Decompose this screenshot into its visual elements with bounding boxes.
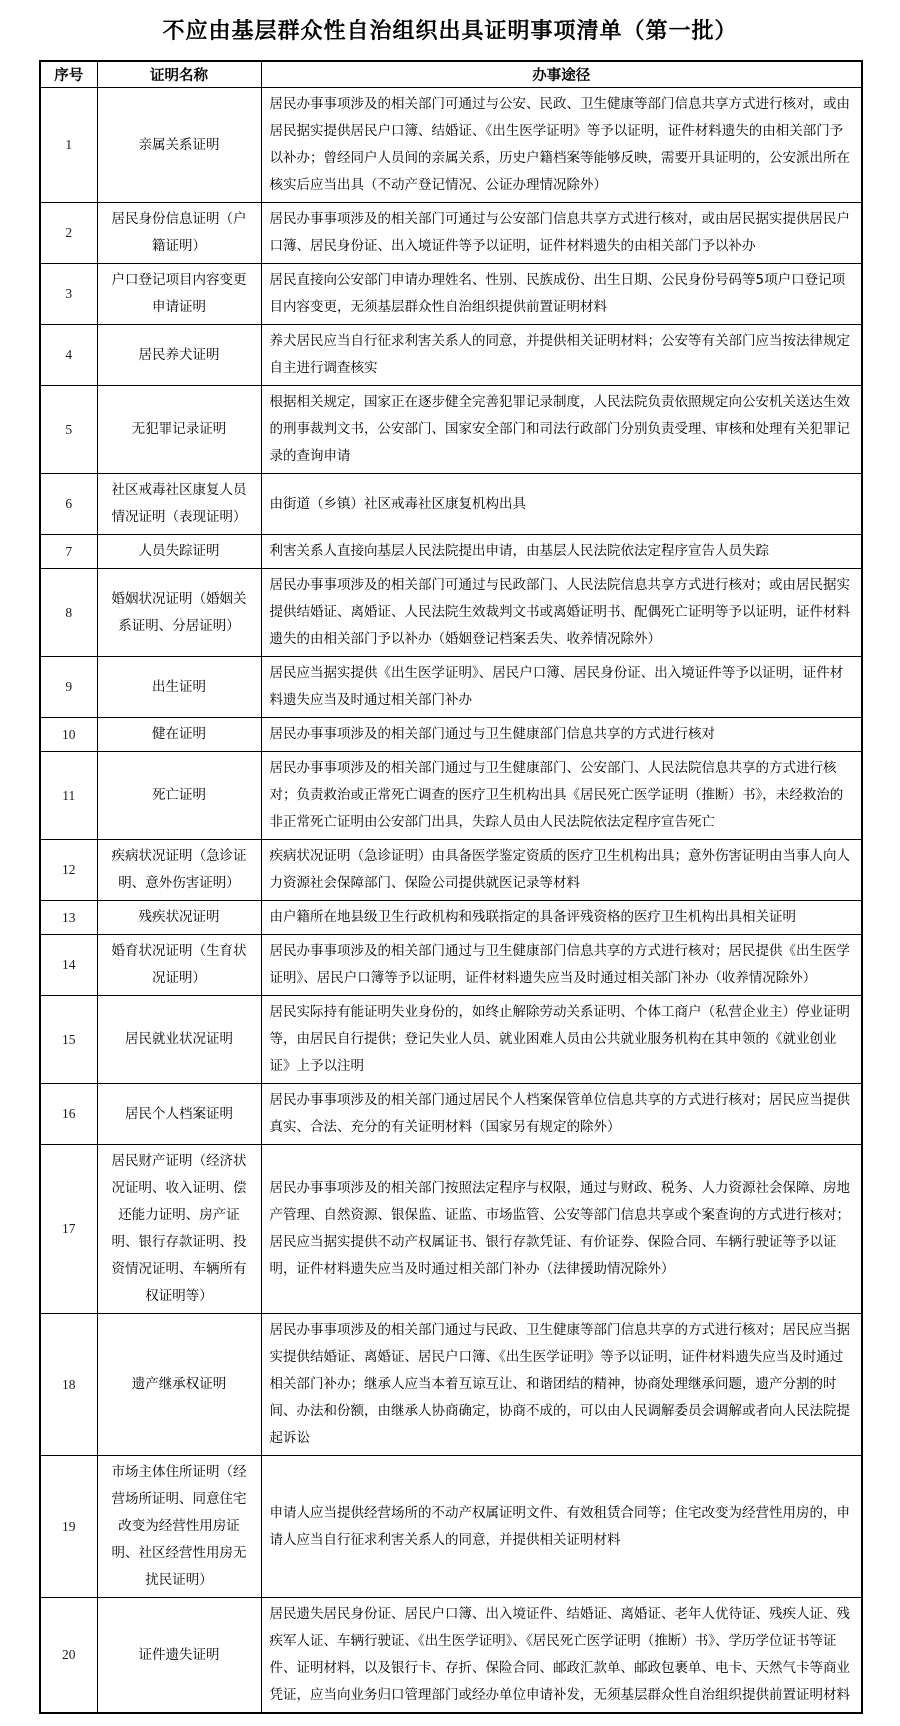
certificate-name-cell: 婚姻状况证明（婚姻关系证明、分居证明） bbox=[97, 569, 261, 657]
column-header-number: 序号 bbox=[40, 61, 97, 88]
certificate-name-cell: 居民身份信息证明（户籍证明） bbox=[97, 203, 261, 264]
table-row bbox=[40, 1314, 862, 1456]
certificate-name-cell: 无犯罪记录证明 bbox=[97, 386, 261, 474]
row-number-cell: 8 bbox=[40, 569, 97, 657]
certificate-name-cell: 社区戒毒社区康复人员情况证明（表现证明） bbox=[97, 474, 261, 535]
table-row bbox=[40, 569, 862, 657]
handling-method-cell: 居民办事事项涉及的相关部门按照法定程序与权限，通过与财政、税务、人力资源社会保障、房地产管理、自然资源、银保监、证监、市场监管、公安等部门信息共享或个案查询的方式进行核对；居民应当据实提供不动产权属证书、银行存款凭证、有价证券、保险合同、车辆行驶证等予以证明，证件材料遗失应当及时通过相关部门补办（法律援助情况除外） bbox=[261, 1145, 862, 1314]
table-row bbox=[40, 657, 862, 718]
row-number-cell: 15 bbox=[40, 996, 97, 1084]
table-row bbox=[40, 88, 862, 203]
table-row bbox=[40, 203, 862, 264]
row-number-cell: 16 bbox=[40, 1084, 97, 1145]
column-header-handling-method: 办事途径 bbox=[261, 61, 862, 88]
table-row bbox=[40, 264, 862, 325]
certificate-name-cell: 亲属关系证明 bbox=[97, 88, 261, 203]
handling-method-cell: 居民办事事项涉及的相关部门通过与卫生健康部门信息共享的方式进行核对；居民提供《出生医学证明》、居民户口簿等予以证明，证件材料遗失应当及时通过相关部门补办（收养情况除外） bbox=[261, 935, 862, 996]
handling-method-cell: 居民办事事项涉及的相关部门可通过与公安、民政、卫生健康等部门信息共享方式进行核对，或由居民据实提供居民户口簿、结婚证、《出生医学证明》等予以证明，证件材料遗失的由相关部门予以补办；曾经同户人员间的亲属关系，历史户籍档案等能够反映，需要开具证明的，公安派出所在核实后应当出具（不动产登记情况、公证办理情况除外） bbox=[261, 88, 862, 203]
table-row bbox=[40, 325, 862, 386]
table-row bbox=[40, 1084, 862, 1145]
table-row bbox=[40, 840, 862, 901]
table-row bbox=[40, 901, 862, 935]
handling-method-cell: 养犬居民应当自行征求利害关系人的同意，并提供相关证明材料；公安等有关部门应当按法律规定自主进行调查核实 bbox=[261, 325, 862, 386]
handling-method-cell: 居民实际持有能证明失业身份的，如终止解除劳动关系证明、个体工商户（私营企业主）停业证明等，由居民自行提供；登记失业人员、就业困难人员由公共就业服务机构在其申领的《就业创业证》上予以注明 bbox=[261, 996, 862, 1084]
row-number-cell: 1 bbox=[40, 88, 97, 203]
table-row bbox=[40, 1145, 862, 1314]
handling-method-cell: 居民办事事项涉及的相关部门通过与卫生健康部门、公安部门、人民法院信息共享的方式进行核对；负责救治或正常死亡调查的医疗卫生机构出具《居民死亡医学证明（推断）书》，未经救治的非正常死亡证明由公安部门出具，失踪人员由人民法院依法定程序宣告死亡 bbox=[261, 752, 862, 840]
handling-method-cell: 由户籍所在地县级卫生行政机构和残联指定的具备评残资格的医疗卫生机构出具相关证明 bbox=[261, 901, 862, 935]
row-number-cell: 14 bbox=[40, 935, 97, 996]
row-number-cell: 2 bbox=[40, 203, 97, 264]
certificate-name-cell: 死亡证明 bbox=[97, 752, 261, 840]
certificate-name-cell: 人员失踪证明 bbox=[97, 535, 261, 569]
row-number-cell: 13 bbox=[40, 901, 97, 935]
certificate-name-cell: 疾病状况证明（急诊证明、意外伤害证明） bbox=[97, 840, 261, 901]
row-number-cell: 7 bbox=[40, 535, 97, 569]
certificates-table bbox=[39, 60, 863, 1714]
table-row bbox=[40, 1598, 862, 1714]
row-number-cell: 17 bbox=[40, 1145, 97, 1314]
certificate-name-cell: 健在证明 bbox=[97, 718, 261, 752]
row-number-cell: 11 bbox=[40, 752, 97, 840]
row-number-cell: 5 bbox=[40, 386, 97, 474]
certificate-name-cell: 居民养犬证明 bbox=[97, 325, 261, 386]
certificate-name-cell: 居民财产证明（经济状况证明、收入证明、偿还能力证明、房产证明、银行存款证明、投资情况证明、车辆所有权证明等） bbox=[97, 1145, 261, 1314]
handling-method-cell: 居民遗失居民身份证、居民户口簿、出入境证件、结婚证、离婚证、老年人优待证、残疾人证、残疾军人证、车辆行驶证、《出生医学证明》、《居民死亡医学证明（推断）书》、学历学位证书等证件、证明材料，以及银行卡、存折、保险合同、邮政汇款单、邮政包裹单、电卡、天然气卡等商业凭证，应当向业务归口管理部门或经办单位申请补发，无须基层群众性自治组织提供前置证明材料 bbox=[261, 1598, 862, 1714]
row-number-cell: 9 bbox=[40, 657, 97, 718]
handling-method-cell: 疾病状况证明（急诊证明）由具备医学鉴定资质的医疗卫生机构出具；意外伤害证明由当事人向人力资源社会保障部门、保险公司提供就医记录等材料 bbox=[261, 840, 862, 901]
table-body bbox=[40, 88, 862, 1714]
table-row bbox=[40, 718, 862, 752]
table-row bbox=[40, 386, 862, 474]
handling-method-cell: 居民办事事项涉及的相关部门通过居民个人档案保管单位信息共享的方式进行核对；居民应当提供真实、合法、充分的有关证明材料（国家另有规定的除外） bbox=[261, 1084, 862, 1145]
handling-method-cell: 居民直接向公安部门申请办理姓名、性别、民族成份、出生日期、公民身份号码等5项户口登记项目内容变更，无须基层群众性自治组织提供前置证明材料 bbox=[261, 264, 862, 325]
certificate-name-cell: 居民个人档案证明 bbox=[97, 1084, 261, 1145]
handling-method-cell: 居民办事事项涉及的相关部门通过与卫生健康部门信息共享的方式进行核对 bbox=[261, 718, 862, 752]
certificate-name-cell: 出生证明 bbox=[97, 657, 261, 718]
handling-method-cell: 利害关系人直接向基层人民法院提出申请，由基层人民法院依法定程序宣告人员失踪 bbox=[261, 535, 862, 569]
table-row bbox=[40, 752, 862, 840]
handling-method-cell: 居民办事事项涉及的相关部门通过与民政、卫生健康等部门信息共享的方式进行核对；居民应当据实提供结婚证、离婚证、居民户口簿、《出生医学证明》等予以证明，证件材料遗失应当及时通过相关部门补办；继承人应当本着互谅互让、和谐团结的精神，协商处理继承问题，遗产分割的时间、办法和份额，由继承人协商确定，协商不成的，可以由人民调解委员会调解或者向人民法院提起诉讼 bbox=[261, 1314, 862, 1456]
row-number-cell: 4 bbox=[40, 325, 97, 386]
table-row bbox=[40, 535, 862, 569]
table-header-row bbox=[40, 61, 862, 88]
table-row bbox=[40, 996, 862, 1084]
row-number-cell: 3 bbox=[40, 264, 97, 325]
certificate-name-cell: 遗产继承权证明 bbox=[97, 1314, 261, 1456]
handling-method-cell: 申请人应当提供经营场所的不动产权属证明文件、有效租赁合同等；住宅改变为经营性用房的，申请人应当自行征求利害关系人的同意，并提供相关证明材料 bbox=[261, 1456, 862, 1598]
certificate-name-cell: 婚育状况证明（生育状况证明） bbox=[97, 935, 261, 996]
table-row bbox=[40, 935, 862, 996]
row-number-cell: 18 bbox=[40, 1314, 97, 1456]
certificate-name-cell: 证件遗失证明 bbox=[97, 1598, 261, 1714]
row-number-cell: 20 bbox=[40, 1598, 97, 1714]
row-number-cell: 19 bbox=[40, 1456, 97, 1598]
row-number-cell: 10 bbox=[40, 718, 97, 752]
table-row bbox=[40, 474, 862, 535]
certificate-name-cell: 居民就业状况证明 bbox=[97, 996, 261, 1084]
column-header-certificate-name: 证明名称 bbox=[97, 61, 261, 88]
handling-method-cell: 居民办事事项涉及的相关部门可通过与公安部门信息共享方式进行核对，或由居民据实提供居民户口簿、居民身份证、出入境证件等予以证明，证件材料遗失的由相关部门予以补办 bbox=[261, 203, 862, 264]
certificate-name-cell: 残疾状况证明 bbox=[97, 901, 261, 935]
certificate-name-cell: 户口登记项目内容变更申请证明 bbox=[97, 264, 261, 325]
handling-method-cell: 根据相关规定，国家正在逐步健全完善犯罪记录制度，人民法院负责依照规定向公安机关送达生效的刑事裁判文书，公安部门、国家安全部门和司法行政部门分别负责受理、审核和处理有关犯罪记录的查询申请 bbox=[261, 386, 862, 474]
handling-method-cell: 居民办事事项涉及的相关部门可通过与民政部门、人民法院信息共享方式进行核对；或由居民据实提供结婚证、离婚证、人民法院生效裁判文书或离婚证明书、配偶死亡证明等予以证明，证件材料遗失的由相关部门予以补办（婚姻登记档案丢失、收养情况除外） bbox=[261, 569, 862, 657]
handling-method-cell: 居民应当据实提供《出生医学证明》、居民户口簿、居民身份证、出入境证件等予以证明，证件材料遗失应当及时通过相关部门补办 bbox=[261, 657, 862, 718]
page-title: 不应由基层群众性自治组织出具证明事项清单（第一批） bbox=[162, 19, 738, 44]
handling-method-cell: 由街道（乡镇）社区戒毒社区康复机构出具 bbox=[261, 474, 862, 535]
certificate-name-cell: 市场主体住所证明（经营场所证明、同意住宅改变为经营性用房证明、社区经营性用房无扰民证明） bbox=[97, 1456, 261, 1598]
row-number-cell: 12 bbox=[40, 840, 97, 901]
row-number-cell: 6 bbox=[40, 474, 97, 535]
